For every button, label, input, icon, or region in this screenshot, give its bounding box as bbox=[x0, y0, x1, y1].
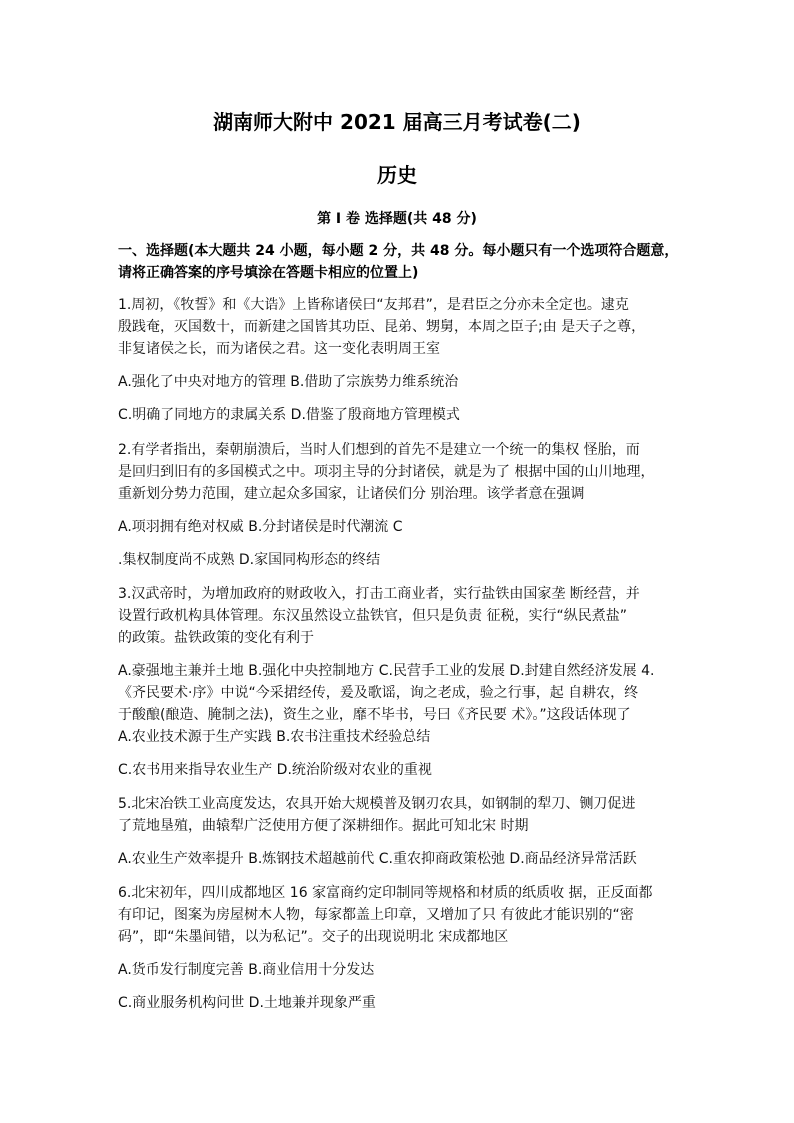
question-2-stem: 2.有学者指出，秦朝崩溃后，当时人们想到的首先不是建立一个统一的集权 怪胎，而 bbox=[118, 442, 640, 458]
question-2-stem: 是回归到旧有的多国模式之中。项羽主导的分封诸侯，就是为了 根据中国的山川地理， bbox=[118, 464, 655, 480]
question-2-stem: 重新划分势力范围，建立起众多国家，让诸侯们分 别治理。该学者意在强调 bbox=[118, 486, 585, 502]
question-5-stem: 5.北宋冶铁工业高度发达，农具开始大规模普及钢刃农具，如钢制的犁刀、铡刀促进 bbox=[118, 796, 636, 812]
question-2-options: .集权制度尚不成熟 D.家国同构形态的终结 bbox=[118, 552, 381, 568]
instruction-line: 一、选择题(本大题共 24 小题，每小题 2 分，共 48 分。每小题只有一个选项符合题意， bbox=[118, 243, 679, 259]
question-3-stem: 3.汉武帝时，为增加政府的财政收入，打击工商业者，实行盐铁由国家垄 断经营，并 bbox=[118, 586, 640, 602]
question-6-stem: 6.北宋初年，四川成都地区 16 家富商约定印制同等规格和材质的纸质收 据，正反面都 bbox=[118, 885, 653, 901]
question-3-options: A.豪强地主兼并土地 B.强化中央控制地方 C.民营手工业的发展 D.封建自然经济发展 4. bbox=[118, 663, 655, 679]
question-6-stem: 有印记，图案为房屋树木人物，每家都盖上印章，又增加了只 有彼此才能识别的“密 bbox=[118, 907, 634, 923]
section-title: 第 I 卷 选择题(共 48 分) bbox=[317, 211, 477, 227]
question-6-stem: 码”，即“朱墨间错，以为私记”。交子的出现说明北 宋成都地区 bbox=[118, 929, 509, 945]
question-4-options: A.农业技术源于生产实践 B.农书注重技术经验总结 bbox=[118, 729, 431, 745]
instruction-line: 请将正确答案的序号填涂在答题卡相应的位置上) bbox=[118, 265, 419, 281]
question-5-options: A.农业生产效率提升 B.炼钢技术超越前代 C.重农抑商政策松弛 D.商品经济异常活跃 bbox=[118, 851, 637, 867]
question-5-stem: 了荒地垦殖，曲辕犁广泛使用方便了深耕细作。据此可知北宋 时期 bbox=[118, 818, 529, 834]
question-3-stem: 的政策。盐铁政策的变化有利于 bbox=[118, 630, 314, 646]
question-4-stem: 于酸酿(酿造、腌制之法)，资生之业，靡不毕书，号曰《齐民要 术》。”这段话体现了 bbox=[118, 707, 631, 723]
question-6-options: C.商业服务机构问世 D.土地兼并现象严重 bbox=[118, 995, 376, 1011]
subject-title: 历史 bbox=[377, 163, 417, 187]
exam-title: 湖南师大附中 2021 届高三月考试卷(二) bbox=[213, 110, 581, 134]
question-1-stem: 殷践奄，灭国数十，而新建之国皆其功臣、昆弟、甥舅，本周之臣子;由 是天子之尊， bbox=[118, 319, 646, 335]
question-3-stem: 设置行政机构具体管理。东汉虽然设立盐铁官，但只是负责 征税，实行“纵民煮盐” bbox=[118, 608, 627, 624]
question-1-stem: 1.周初，《牧誓》和《大诰》上皆称诸侯曰“友邦君”，是君臣之分亦未全定也。逮克 bbox=[118, 297, 629, 313]
question-4-options: C.农书用来指导农业生产 D.统治阶级对农业的重视 bbox=[118, 762, 432, 778]
question-4-stem: 《齐民要术·序》中说“今采捃经传，爰及歌谣，询之老成，验之行事，起 自耕农，终 bbox=[118, 685, 639, 701]
question-1-options: A.强化了中央对地方的管理 B.借助了宗族势力维系统治 bbox=[118, 374, 459, 390]
question-2-options: A.项羽拥有绝对权威 B.分封诸侯是时代潮流 C bbox=[118, 519, 403, 535]
question-1-stem: 非复诸侯之长，而为诸侯之君。这一变化表明周王室 bbox=[118, 341, 440, 357]
question-6-options: A.货币发行制度完善 B.商业信用十分发达 bbox=[118, 962, 375, 978]
question-1-options: C.明确了同地方的隶属关系 D.借鉴了殷商地方管理模式 bbox=[118, 407, 460, 423]
